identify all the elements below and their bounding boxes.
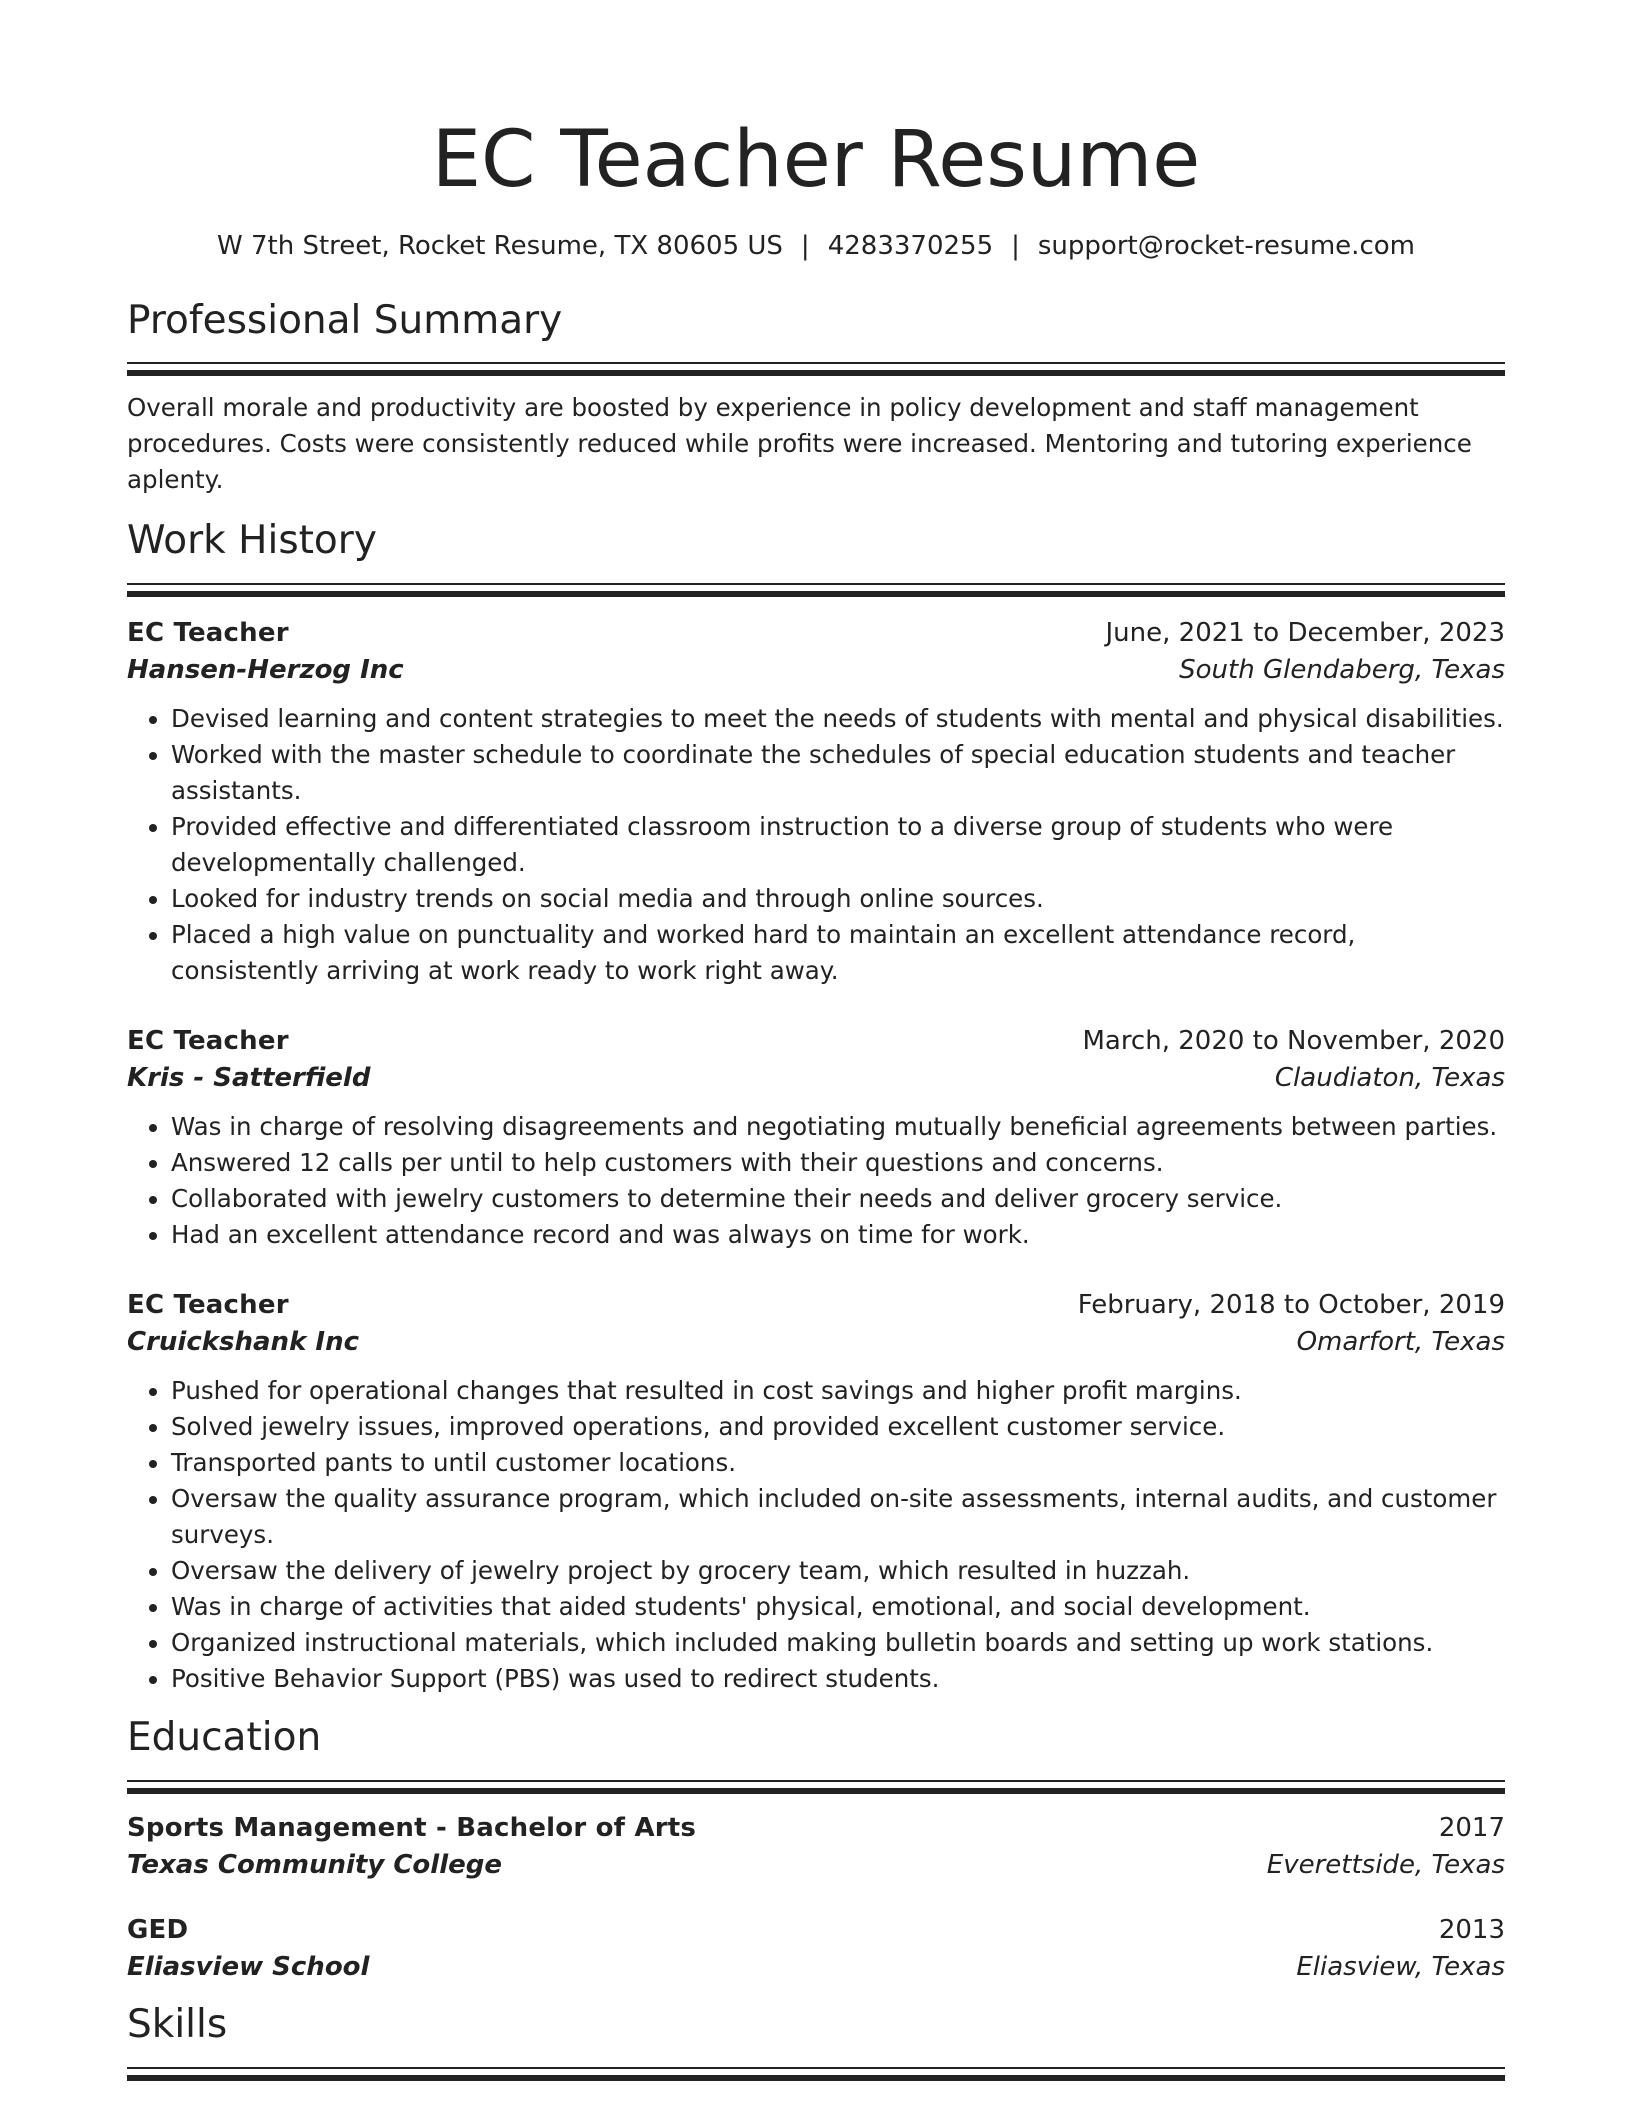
list-item: • Devised learning and content strategies to meet the needs of students with mental and physical disabilities. <box>171 701 1505 737</box>
list-item: • Solved jewelry issues, improved operations, and provided excellent customer service. <box>171 1409 1505 1445</box>
job-title: EC Teacher <box>127 1026 289 1057</box>
section-divider <box>127 362 1505 376</box>
list-item: • Oversaw the delivery of jewelry project by grocery team, which resulted in huzzah. <box>171 1553 1505 1589</box>
job-company: Kris - Satterfield <box>127 1063 371 1094</box>
education-year: 2017 <box>1438 1812 1505 1843</box>
job-dates: March, 2020 to November, 2020 <box>1082 1026 1505 1057</box>
list-item: • Organized instructional materials, which included making bulletin boards and setting up work stations. <box>171 1625 1505 1661</box>
list-item: • Placed a high value on punctuality and worked hard to maintain an excellent attendance record, consistently arriving at work ready to work right away. <box>171 917 1505 989</box>
list-item: • Had an excellent attendance record and was always on time for work. <box>171 1217 1505 1253</box>
job-title: EC Teacher <box>127 618 289 649</box>
skills-section <box>127 2002 1505 2081</box>
education-degree: Sports Management - Bachelor of Arts <box>127 1812 697 1843</box>
job-location: Claudiaton, Texas <box>1274 1063 1505 1094</box>
summary-text: Overall morale and productivity are boosted by experience in policy development and staff management procedures. Costs were consistently reduced while profits were increased. Mentoring and tutoring experience aplenty. <box>127 393 1472 495</box>
job-location: Omarfort, Texas <box>1296 1327 1505 1358</box>
education-school: Texas Community College <box>127 1849 502 1880</box>
resume-title: EC Teacher Resume <box>431 115 1201 205</box>
contact-separator: | <box>1011 230 1020 261</box>
list-item: • Worked with the master schedule to coordinate the schedules of special education students and teacher assistants. <box>171 737 1505 809</box>
list-item: • Transported pants to until customer locations. <box>171 1445 1505 1481</box>
job-entry <box>127 1287 1505 1697</box>
education-year: 2013 <box>1438 1914 1505 1945</box>
list-item: • Provided effective and differentiated classroom instruction to a diverse group of students who were developmentally challenged. <box>171 809 1505 881</box>
job-company: Hansen-Herzog Inc <box>127 655 404 686</box>
job-location: South Glendaberg, Texas <box>1179 655 1505 686</box>
contact-line <box>127 230 1505 264</box>
contact-address: W 7th Street, Rocket Resume, TX 80605 US <box>217 230 783 261</box>
list-item: • Was in charge of resolving disagreements and negotiating mutually beneficial agreements between parties. <box>171 1109 1505 1145</box>
education-location: Everettside, Texas <box>1266 1849 1505 1880</box>
education-degree: GED <box>127 1914 189 1945</box>
work-history-section <box>127 518 1505 1697</box>
job-dates: February, 2018 to October, 2019 <box>1077 1290 1505 1321</box>
job-title: EC Teacher <box>127 1290 289 1321</box>
section-divider <box>127 2067 1505 2081</box>
section-title-skills: Skills <box>127 2001 228 2047</box>
list-item: • Collaborated with jewelry customers to determine their needs and deliver grocery service. <box>171 1181 1505 1217</box>
education-location: Eliasview, Texas <box>1296 1951 1505 1982</box>
job-bullets <box>127 1373 1505 1697</box>
job-bullets <box>127 1109 1505 1253</box>
contact-email[interactable]: support@rocket-resume.com <box>1037 230 1415 261</box>
job-company: Cruickshank Inc <box>127 1327 360 1358</box>
list-item: • Was in charge of activities that aided students' physical, emotional, and social development. <box>171 1589 1505 1625</box>
education-school: Eliasview School <box>127 1951 370 1982</box>
education-entry <box>127 1810 1505 1884</box>
list-item: • Pushed for operational changes that resulted in cost savings and higher profit margins. <box>171 1373 1505 1409</box>
list-item: • Oversaw the quality assurance program, which included on-site assessments, internal audits, and customer surveys. <box>171 1481 1505 1553</box>
list-item: • Answered 12 calls per until to help customers with their questions and concerns. <box>171 1145 1505 1181</box>
job-entry <box>127 1023 1505 1253</box>
education-section <box>127 1715 1505 1986</box>
contact-separator: | <box>800 230 810 261</box>
section-title-education: Education <box>127 1715 322 1761</box>
list-item: • Positive Behavior Support (PBS) was used to redirect students. <box>171 1661 1505 1697</box>
section-title-summary: Professional Summary <box>127 297 563 343</box>
contact-phone: 4283370255 <box>827 230 994 261</box>
education-entry <box>127 1912 1505 1986</box>
section-divider <box>127 1780 1505 1794</box>
job-dates: June, 2021 to December, 2023 <box>1105 618 1505 649</box>
section-title-work-history: Work History <box>127 518 377 564</box>
section-divider <box>127 583 1505 597</box>
list-item: • Looked for industry trends on social media and through online sources. <box>171 881 1505 917</box>
summary-section <box>127 298 1505 499</box>
job-bullets <box>127 701 1505 989</box>
job-entry <box>127 615 1505 989</box>
